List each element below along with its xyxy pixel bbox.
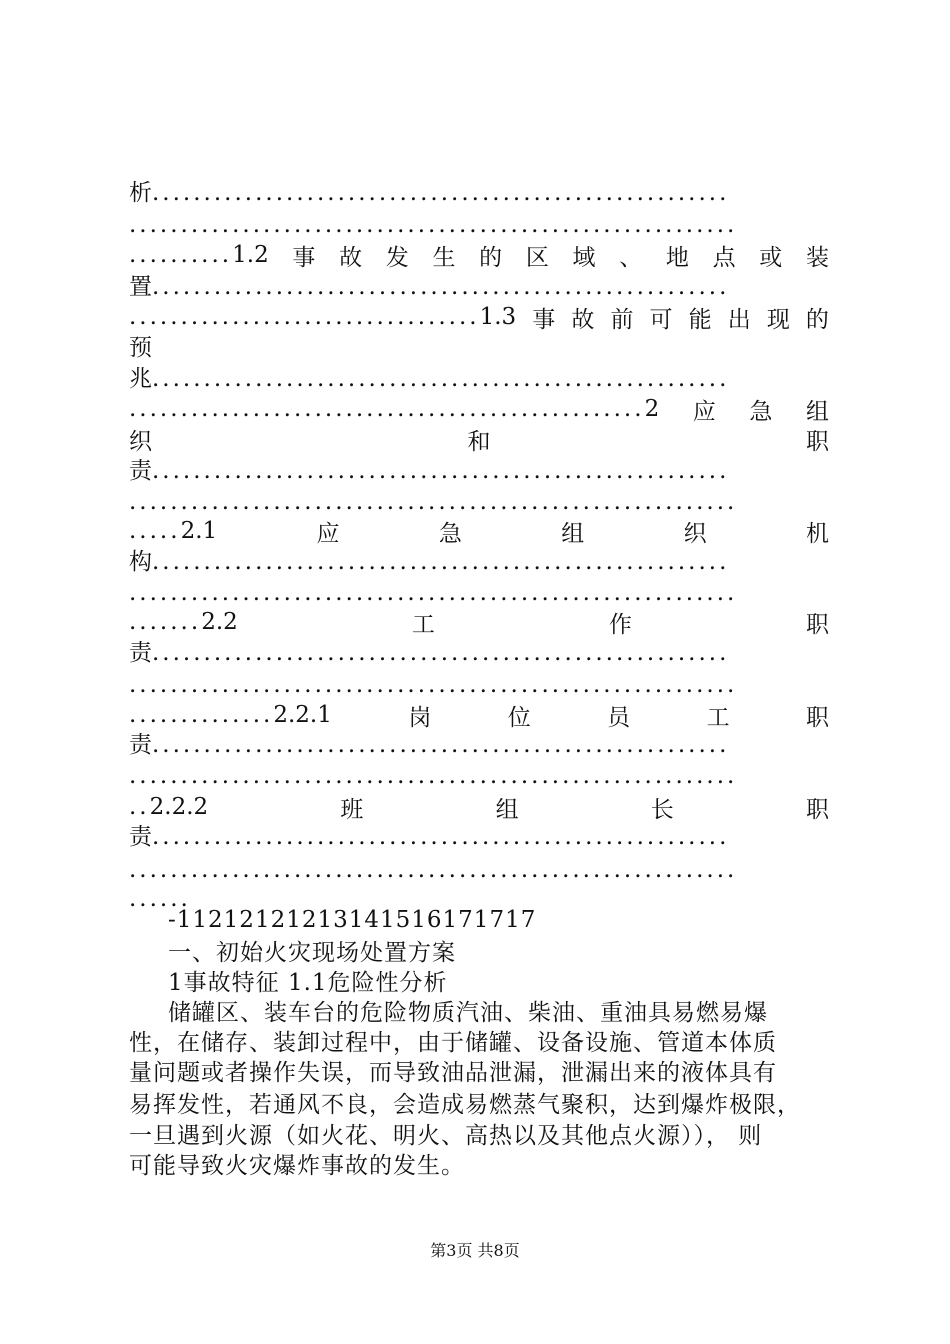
toc-leader-dots: ........................................................... xyxy=(129,672,738,698)
toc-line xyxy=(129,178,829,208)
toc-entry-start xyxy=(129,702,332,728)
toc-leader-dots: ........................................................... xyxy=(129,212,738,238)
toc-entry xyxy=(129,516,829,546)
toc-entry xyxy=(129,394,829,424)
toc-entry-word: 前 xyxy=(610,306,634,333)
toc-line xyxy=(129,822,829,852)
toc-line xyxy=(129,855,829,885)
toc-entry-word: 地 xyxy=(665,244,689,271)
toc-entry-start xyxy=(129,242,269,268)
toc-page-numbers: -11212121213141516171717 xyxy=(168,907,537,933)
toc-entry-word: 急 xyxy=(438,520,462,547)
toc-entry-word: 事 xyxy=(292,244,316,271)
paragraph-line: 一旦遇到火源（如火花、明火、高热以及其他点火源））， 则 xyxy=(129,1123,763,1149)
section-title: 一、初始火灾现场处置方案 xyxy=(168,940,456,966)
toc-line xyxy=(129,670,829,700)
toc-line xyxy=(129,730,829,760)
toc-entry-start xyxy=(129,794,208,820)
toc-leader-dots: ........................................................ xyxy=(152,549,730,575)
toc-entry-word: 工 xyxy=(411,611,435,638)
toc-entry xyxy=(129,607,829,637)
toc-line-prefix: 构 xyxy=(129,549,152,575)
toc-line-prefix: 责 xyxy=(129,640,152,666)
toc-line xyxy=(129,487,829,517)
toc-leader-dots: .......... xyxy=(129,242,233,268)
toc-leader-dots: ........................................................ xyxy=(152,458,730,484)
toc-leader-dots: ........................................................ xyxy=(152,824,730,850)
toc-entry-word: 事 xyxy=(532,306,556,333)
toc-line xyxy=(129,210,829,240)
toc-line-prefix: 责 xyxy=(129,458,152,484)
toc-line-prefix: 责 xyxy=(129,732,152,758)
toc-leader-dots: ........................................................... xyxy=(129,763,738,789)
toc-line xyxy=(129,578,829,608)
toc-entry-word: 工 xyxy=(706,704,730,731)
toc-entry-word: 急 xyxy=(749,398,773,425)
toc-entry-word: 的 xyxy=(479,244,503,271)
toc-entry-word: 2.1 xyxy=(180,518,218,544)
toc-leader-dots: .............. xyxy=(129,702,274,728)
toc-entry xyxy=(129,792,829,822)
toc-entry-start xyxy=(129,609,238,635)
toc-leader-dots: ........................................................ xyxy=(152,640,730,666)
toc-entry-word: 的 xyxy=(805,306,829,333)
toc-entry-word: 现 xyxy=(766,306,790,333)
toc-leader-dots: ........................................................... xyxy=(129,857,738,883)
toc-line xyxy=(129,456,829,486)
toc-line-prefix: 预 xyxy=(129,335,152,361)
toc-entry-word: 1.2 xyxy=(232,242,269,268)
toc-entry-word: 长 xyxy=(650,796,674,823)
toc-entry-word: 可 xyxy=(649,306,673,333)
toc-entry-word: 、 xyxy=(619,244,643,271)
toc-entry-word: 组 xyxy=(805,398,829,425)
toc-leader-dots: ...... xyxy=(129,886,191,912)
page-footer: 第3页 共8页 xyxy=(430,1241,520,1260)
paragraph-line: 量问题或者操作失误，而导致油品泄漏，泄漏出来的液体具有 xyxy=(129,1060,777,1086)
toc-entry-word: 2.2 xyxy=(201,609,238,635)
toc-leader-dots: ........................................................ xyxy=(152,732,730,758)
toc-entry-word: 职 xyxy=(806,704,829,731)
toc-leader-dots: ........................................................... xyxy=(129,580,738,606)
toc-entry-word: 1.3 xyxy=(479,304,517,330)
toc-entry-word: 位 xyxy=(507,704,531,731)
toc-entry-word: 和 xyxy=(467,428,491,455)
toc-leader-dots: ....... xyxy=(129,609,202,635)
toc-entry-word: 岗 xyxy=(408,704,432,731)
toc-entry-word: 员 xyxy=(607,704,631,731)
toc-entry-start xyxy=(129,304,516,330)
toc-line xyxy=(129,272,829,302)
toc-entry-word: 作 xyxy=(608,611,632,638)
toc-line xyxy=(129,638,829,668)
toc-entry-word: 或 xyxy=(759,244,783,271)
toc-entry-word: 出 xyxy=(727,306,751,333)
toc-entry-word: 故 xyxy=(339,244,363,271)
paragraph-line: 可能导致火灾爆炸事故的发生。 xyxy=(129,1153,465,1179)
toc-line-prefix: 置 xyxy=(129,274,152,300)
toc-entry-word: 2.2.2 xyxy=(149,794,209,820)
toc-line xyxy=(129,547,829,577)
toc-entry-word: 机 xyxy=(805,520,829,547)
toc-line xyxy=(129,761,829,791)
toc-entry xyxy=(129,302,829,332)
toc-entry-word: 发 xyxy=(385,244,409,271)
toc-entry-word: 2.2.1 xyxy=(273,702,332,728)
toc-entry xyxy=(129,424,829,454)
toc-entry-word: 装 xyxy=(805,244,829,271)
toc-entry-word: 点 xyxy=(712,244,736,271)
toc-entry-word: 2 xyxy=(644,396,660,422)
toc-leader-dots: ........................................................ xyxy=(152,180,730,206)
toc-line-prefix: 责 xyxy=(129,824,152,850)
toc-entry-word: 班 xyxy=(340,796,364,823)
toc-entry-word: 职 xyxy=(806,428,829,455)
toc-entry-word: 织 xyxy=(129,428,152,455)
toc-entry-word: 职 xyxy=(805,796,829,823)
toc-entry xyxy=(129,700,829,730)
toc-leader-dots: ........................................................... xyxy=(129,489,738,515)
toc-entry-start xyxy=(129,518,217,544)
toc-entry-word: 应 xyxy=(316,520,340,547)
toc-entry-word: 组 xyxy=(561,520,585,547)
toc-entry-word: 生 xyxy=(432,244,456,271)
toc-entry-word: 能 xyxy=(688,306,712,333)
toc-line-prefix: 析 xyxy=(129,180,152,206)
toc-entry-word: 组 xyxy=(495,796,519,823)
toc-entry xyxy=(129,240,829,270)
toc-entry-word: 应 xyxy=(692,398,716,425)
toc-entry-word: 故 xyxy=(571,306,595,333)
paragraph-line: 储罐区、装车台的危险物质汽油、柴油、重油具易燃易爆 xyxy=(168,1000,768,1026)
paragraph-line: 易挥发性，若通风不良，会造成易燃蒸气聚积，达到爆炸极限， xyxy=(129,1092,801,1118)
toc-line xyxy=(129,364,829,394)
toc-entry-word: 域 xyxy=(572,244,596,271)
toc-leader-dots: ........................................................ xyxy=(152,274,730,300)
toc-leader-dots: .................................................. xyxy=(129,396,645,422)
toc-leader-dots: .................................. xyxy=(129,304,480,330)
toc-line-prefix: 兆 xyxy=(129,366,152,392)
subsection-title: 1事故特征 1.1危险性分析 xyxy=(168,970,448,996)
toc-entry-word: 织 xyxy=(683,520,707,547)
toc-entry-start xyxy=(129,396,659,422)
toc-entry-word: 区 xyxy=(525,244,549,271)
toc-leader-dots: ..... xyxy=(129,518,181,544)
toc-leader-dots: ........................................................ xyxy=(152,366,730,392)
toc-line xyxy=(129,333,829,363)
toc-entry-word: 职 xyxy=(806,611,829,638)
paragraph-line: 性，在储存、装卸过程中，由于储罐、设备设施、管道本体质 xyxy=(129,1030,777,1056)
toc-leader-dots: .. xyxy=(129,794,150,820)
